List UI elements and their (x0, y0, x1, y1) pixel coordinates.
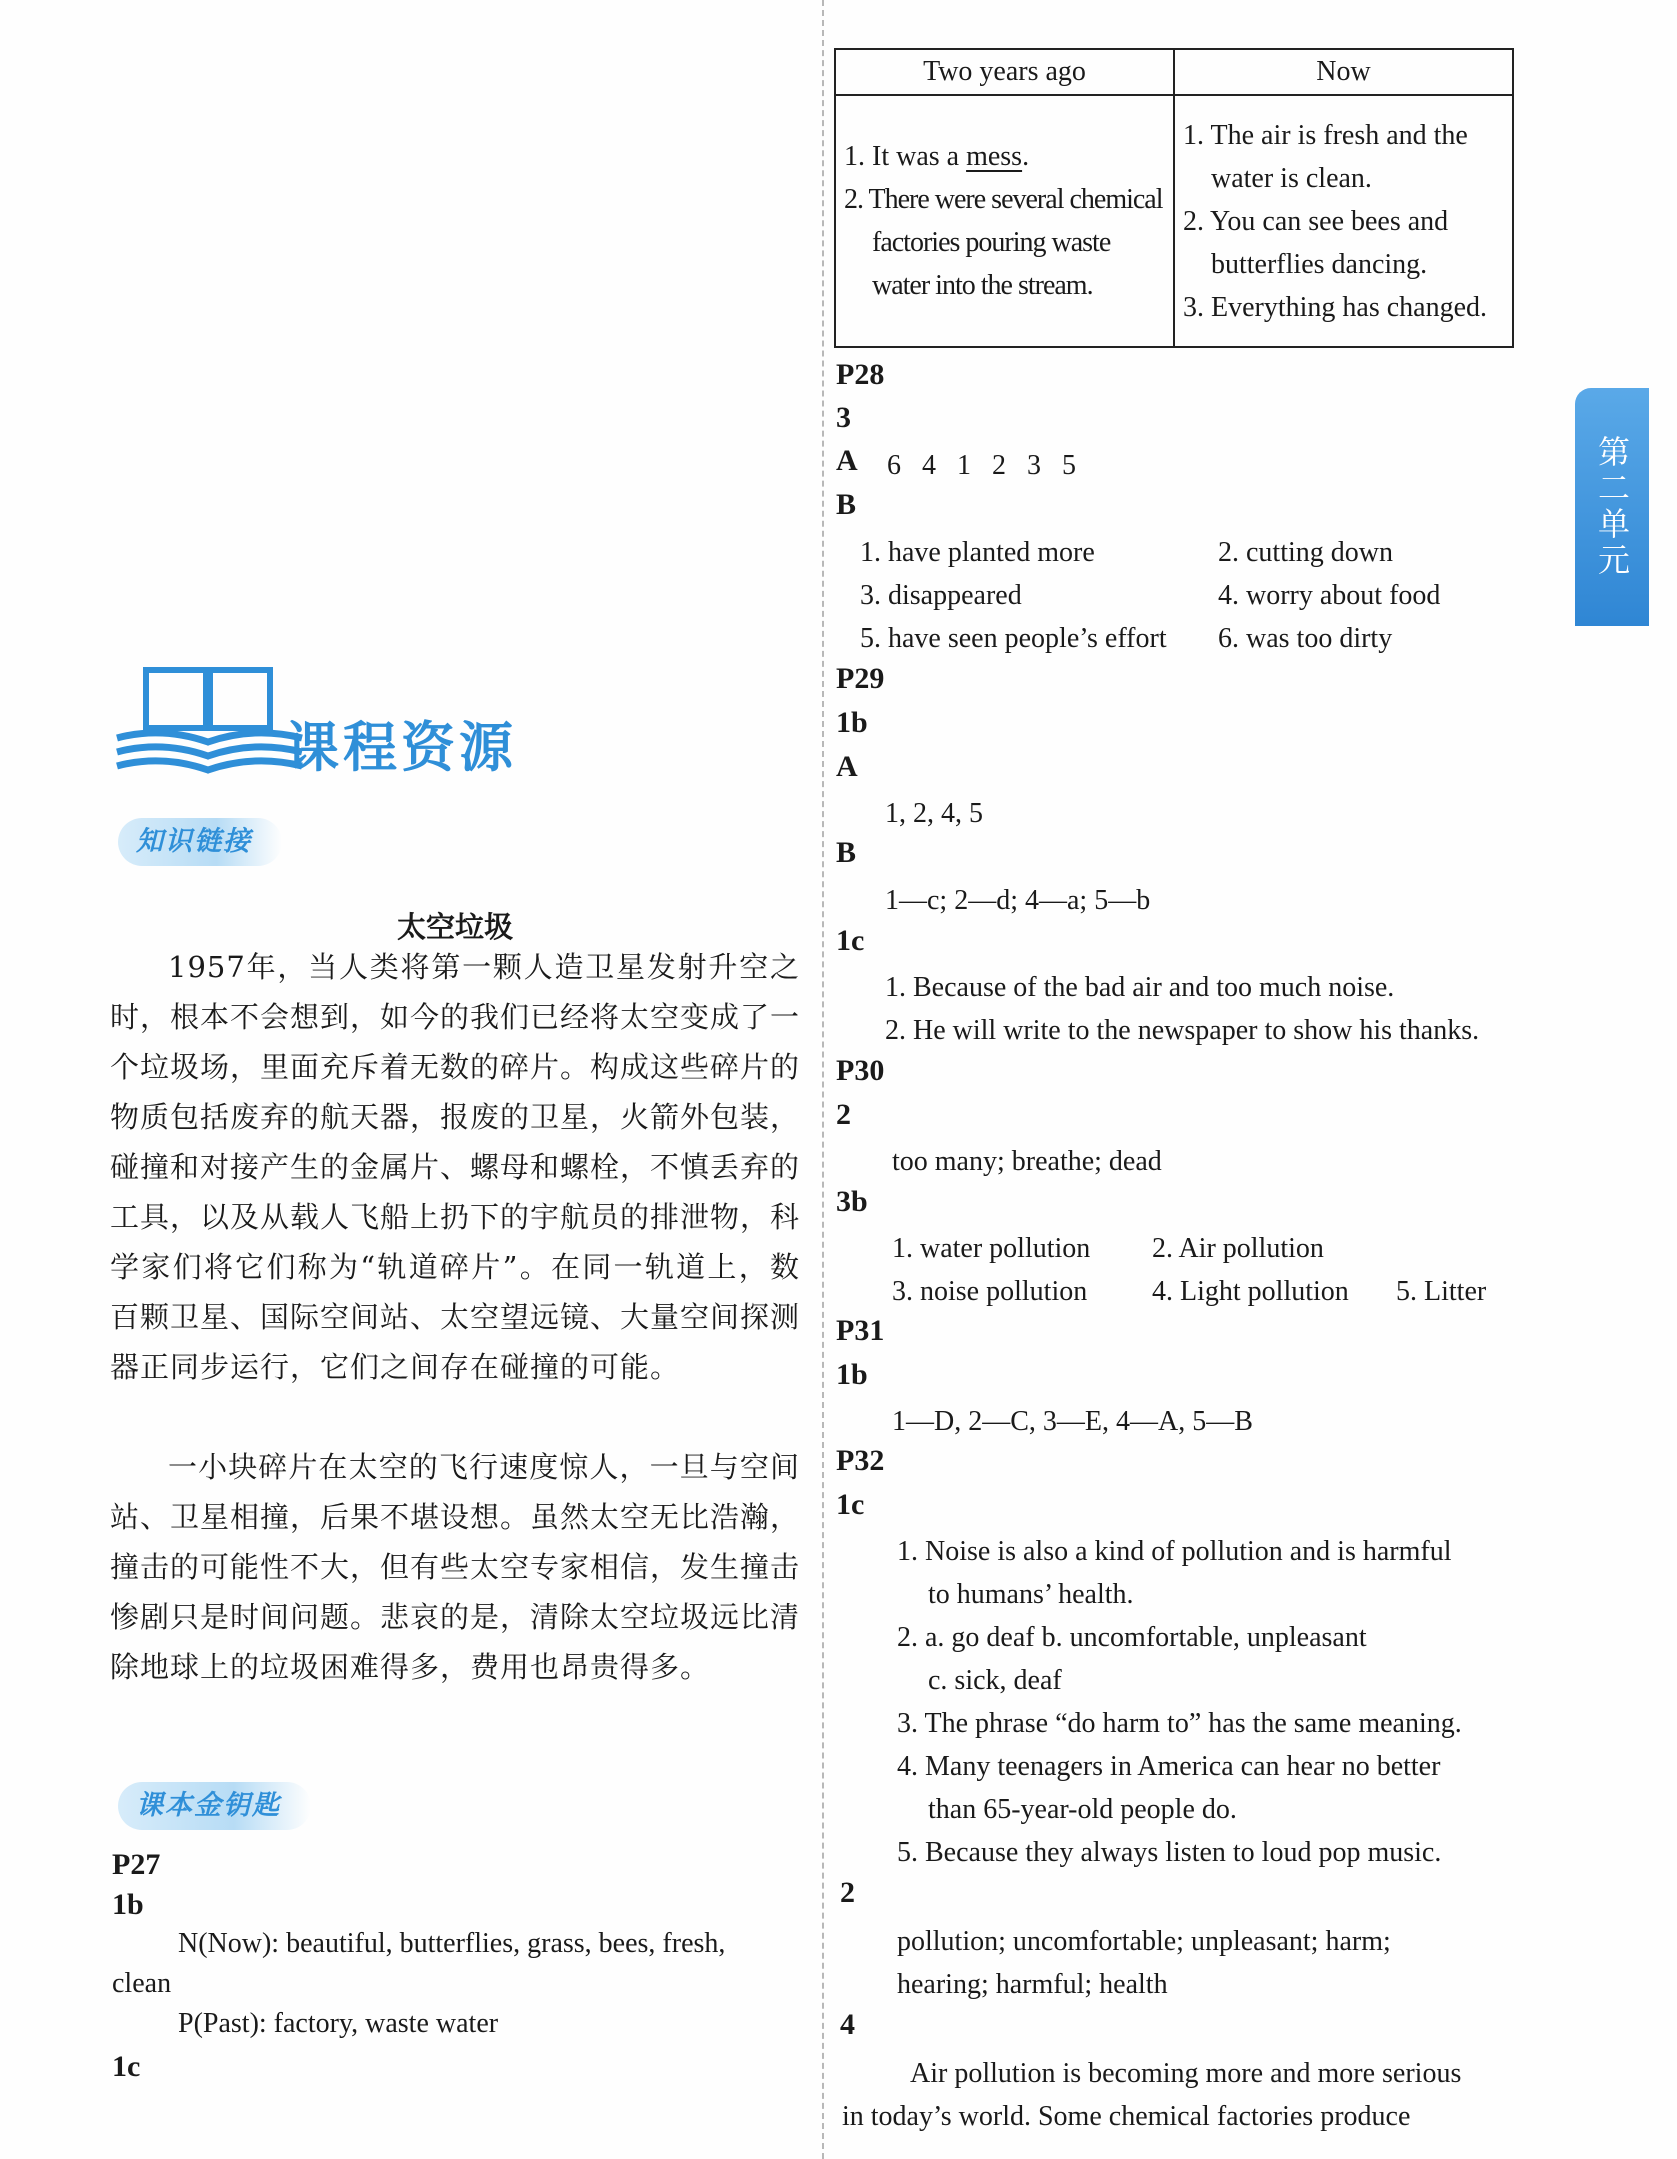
section-title: 课程资源 (285, 716, 517, 779)
answer-line: 2. a. go deaf b. uncomfortable, unpleasant (897, 1622, 1367, 1653)
list-item: 2. You can see bees and butterflies dancing. (1183, 205, 1449, 280)
exercise-label: 1b (836, 1358, 868, 1391)
answer-line: 5. Because they always listen to loud pop music. (897, 1837, 1442, 1868)
exercise-label: 2 (840, 1876, 855, 1909)
answer-line: 1, 2, 4, 5 (885, 798, 983, 829)
textbook-key-badge: 课本金钥匙 (118, 1782, 311, 1830)
answer-line: 2. Air pollution (1152, 1233, 1324, 1264)
answer-line: 2. cutting down (1218, 537, 1393, 568)
answer-line: 6. was too dirty (1218, 623, 1393, 654)
article-title: 太空垃圾 (396, 910, 513, 944)
answer-line: N(Now): beautiful, butterflies, grass, bees, fresh, (178, 1928, 726, 1959)
part-label: B (836, 488, 857, 521)
answer-line: 1—c; 2—d; 4—a; 5—b (885, 885, 1151, 916)
page-ref: P30 (836, 1054, 885, 1087)
answer-line: P(Past): factory, waste water (178, 2008, 499, 2039)
answer-line: 1. have planted more (860, 537, 1095, 568)
answer-line: 4. Many teenagers in America can hear no better (897, 1751, 1441, 1782)
table-header: Now (1174, 49, 1513, 95)
exercise-label: 1c (836, 924, 865, 957)
list-item: 3. Everything has changed. (1183, 291, 1488, 323)
answer-line: in today’s world. Some chemical factories produce (842, 2101, 1411, 2132)
article-paragraph-2: 一小块碎片在太空的飞行速度惊人，一旦与空间站、卫星相撞，后果不堪设想。虽然太空无比浩瀚，撞击的可能性不大，但有些太空专家相信，发生撞击惨剧只是时间问题。悲哀的是，清除太空垃圾远比清除地球上的垃圾困难得多，费用也昂贵得多。 (110, 1450, 801, 1684)
knowledge-badge: 知识链接 (118, 818, 282, 866)
comparison-table (834, 48, 1514, 348)
answer-line: 3. disappeared (860, 580, 1022, 611)
answer-line: 1—D, 2—C, 3—E, 4—A, 5—B (892, 1406, 1253, 1437)
exercise-label: 1c (836, 1488, 865, 1521)
exercise-label: 1b (112, 1888, 144, 1921)
answer-line: 4. Light pollution (1152, 1276, 1349, 1307)
list-item: 1. It was a mess. (844, 141, 1030, 172)
answer-line: 5. have seen people’s effort (860, 623, 1167, 654)
answer-line: 5. Litter (1396, 1276, 1487, 1307)
article-paragraph-1: 1957年，当人类将第一颗人造卫星发射升空之时，根本不会想到，如今的我们已经将太空变成了一个垃圾场，里面充斥着无数的碎片。构成这些碎片的物质包括废弃的航天器，报废的卫星，火箭外包装，碰撞和对接产生的金属片、螺母和螺栓，不慎丢弃的工具，以及从载人飞船上扔下的宇航员的排泄物，科学家们将它们称为“轨道碎片”。在同一轨道上，数百颗卫星、国际空间站、太空望远镜、大量空间探测器正同步运行，它们之间存在碰撞的可能。 (110, 950, 801, 1384)
page-ref: P29 (836, 662, 885, 695)
answer-line: hearing; harmful; health (897, 1969, 1168, 2000)
page-ref: P28 (836, 358, 885, 391)
table-header: Two years ago (835, 49, 1174, 95)
unit-side-tab[interactable]: 第二单元 (1575, 388, 1649, 626)
page-ref: P27 (112, 1848, 161, 1881)
answer-line: 1. Because of the bad air and too much noise. (885, 972, 1395, 1003)
page-ref: P32 (836, 1444, 885, 1477)
table-cell-past (835, 95, 1174, 347)
list-item: 1. The air is fresh and the water is clean. (1183, 119, 1468, 194)
answer-line: c. sick, deaf (928, 1665, 1062, 1696)
part-label: A (836, 444, 858, 477)
page-ref: P31 (836, 1314, 885, 1347)
answer-line: 3. noise pollution (892, 1276, 1088, 1307)
answer-line: 6 4 1 2 3 5 (887, 450, 1076, 481)
answer-line: 4. worry about food (1218, 580, 1441, 611)
answer-line: pollution; uncomfortable; unpleasant; harm; (897, 1926, 1391, 1957)
answer-line: Air pollution is becoming more and more serious (910, 2058, 1462, 2089)
list-item: 2. There were several chemical factories pouring waste water into the stream. (844, 184, 1163, 301)
answer-line: 1. Noise is also a kind of pollution and is harmful (897, 1536, 1452, 1567)
exercise-label: 4 (840, 2008, 855, 2041)
answer-line: 1. water pollution (892, 1233, 1091, 1264)
exercise-label: 1b (836, 706, 868, 739)
table-cell-now (1174, 95, 1513, 347)
exercise-label: 2 (836, 1098, 851, 1131)
column-divider (822, 0, 824, 2159)
answer-line: too many; breathe; dead (892, 1146, 1162, 1177)
answer-line: clean (112, 1968, 172, 1999)
answer-line: 3. The phrase “do harm to” has the same meaning. (897, 1708, 1462, 1739)
answer-line: to humans’ health. (928, 1579, 1134, 1610)
answer-line: than 65-year-old people do. (928, 1794, 1237, 1825)
part-label: B (836, 836, 857, 869)
exercise-label: 1c (112, 2050, 141, 2083)
part-label: A (836, 750, 858, 783)
answer-line: 2. He will write to the newspaper to show his thanks. (885, 1015, 1480, 1046)
exercise-label: 3 (836, 401, 851, 434)
exercise-label: 3b (836, 1185, 868, 1218)
